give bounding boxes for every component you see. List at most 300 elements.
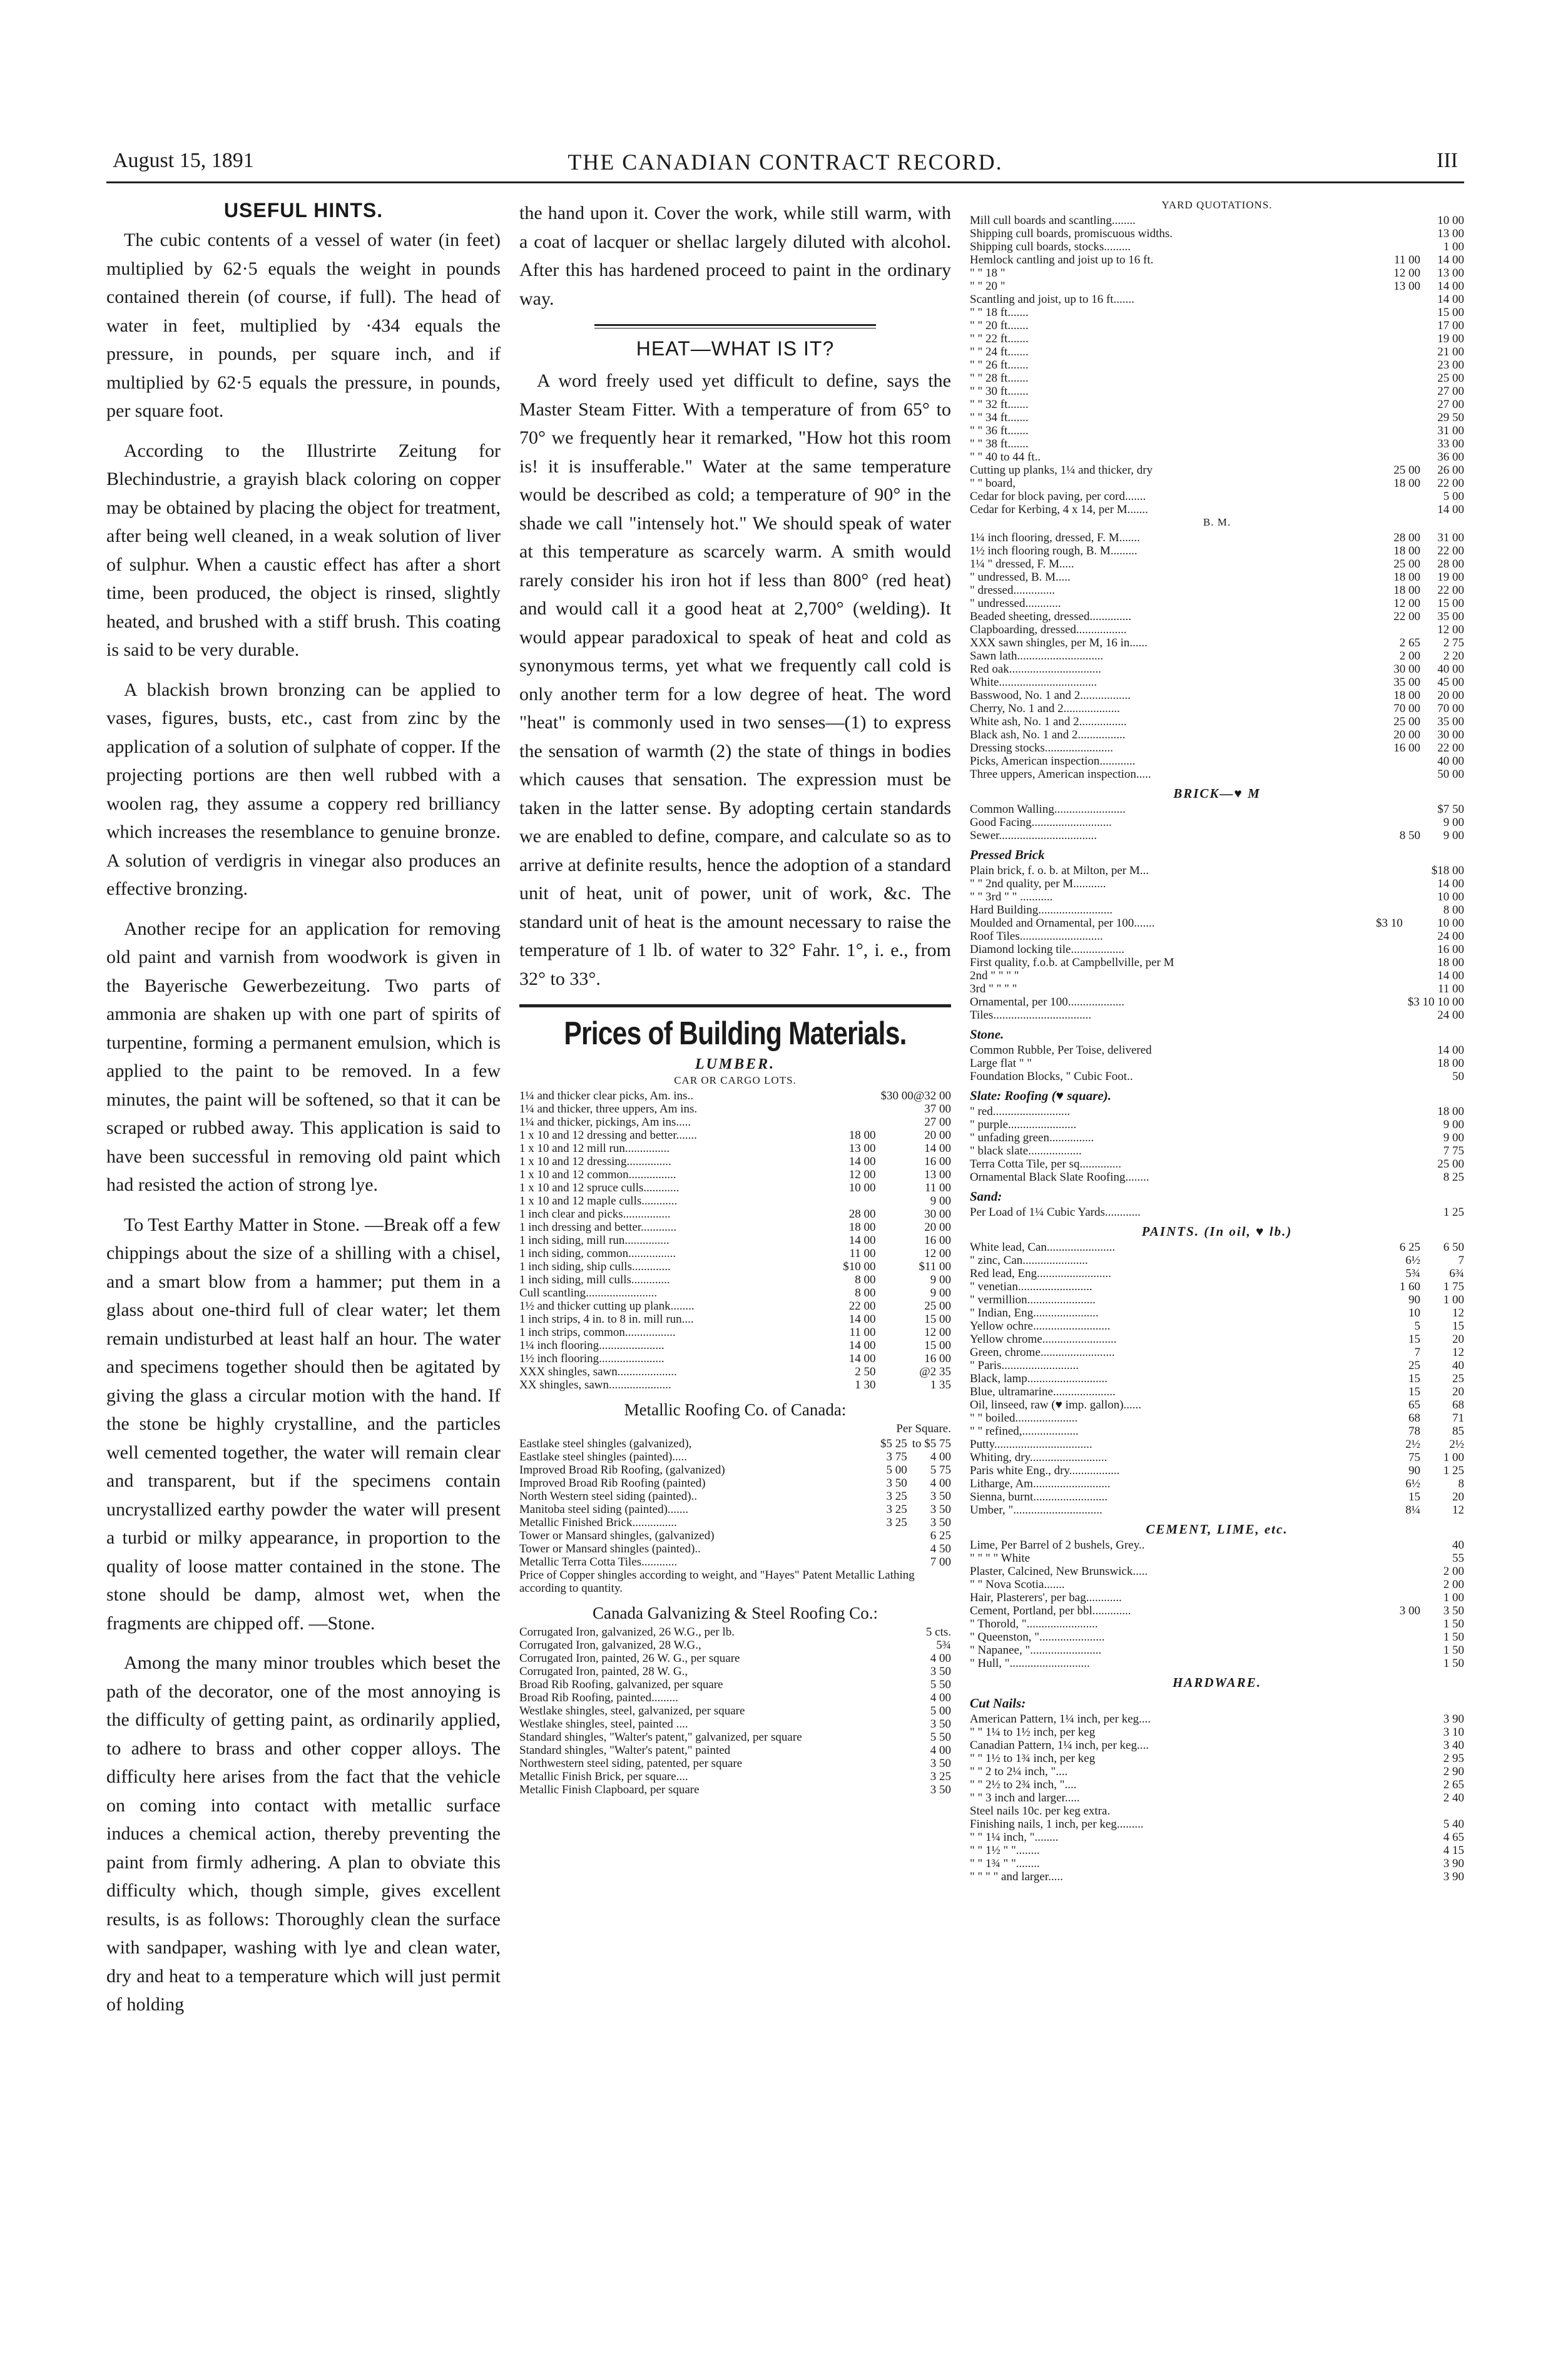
item-name: " " 26 ft....... — [970, 359, 1029, 372]
item-name: Cedar for block paving, per cord....... — [970, 490, 1146, 503]
item-name: Good Facing........................... — [970, 816, 1112, 829]
bm-price-table — [970, 531, 1464, 781]
price-high: 33 00 — [1437, 437, 1464, 450]
item-name: Improved Broad Rib Roofing (painted) — [519, 1477, 706, 1490]
item-name: Ornamental Black Slate Roofing........ — [970, 1171, 1149, 1184]
price-low: 2 50 — [855, 1365, 876, 1378]
price-low — [1383, 1713, 1420, 1726]
item-name: 1¼ " dressed, F. M..... — [970, 557, 1074, 571]
price-row — [519, 1450, 951, 1463]
price-row — [519, 1503, 951, 1516]
price-low — [1383, 490, 1420, 503]
item-name: " " 34 ft....... — [970, 411, 1029, 424]
price-low: 3 75 — [886, 1450, 907, 1463]
price-row — [519, 1286, 951, 1300]
slate-title: Slate: Roofing (♥ square). — [970, 1088, 1111, 1103]
price-high: 5¾ — [936, 1639, 951, 1652]
price-low: 14 00 — [848, 1155, 876, 1168]
price-low — [870, 1639, 907, 1652]
price-high: 13 00 — [1437, 227, 1464, 240]
item-name: " " 32 ft....... — [970, 398, 1029, 411]
price-high: 1 25 — [1443, 1206, 1464, 1219]
price-low: 2½ — [1405, 1438, 1420, 1451]
pressed-brick-table — [970, 864, 1464, 1022]
price-low — [1383, 332, 1420, 345]
price-row — [970, 1657, 1464, 1670]
price-row — [970, 1280, 1464, 1293]
price-high: 5 50 — [930, 1678, 951, 1691]
column-right — [970, 199, 1464, 1883]
item-name: " " 3 inch and larger..... — [970, 1791, 1080, 1805]
price-row — [519, 1339, 951, 1352]
price-row — [970, 728, 1464, 741]
item-name: Dressing stocks....................... — [970, 741, 1114, 755]
pressed-brick-title: Pressed Brick — [970, 847, 1045, 862]
price-low: 3 25 — [886, 1490, 907, 1503]
price-row — [970, 1604, 1464, 1617]
price-high: 3 50 — [930, 1490, 951, 1503]
price-row — [519, 1313, 951, 1326]
item-name: Yellow ochre.......................... — [970, 1320, 1111, 1333]
yard-price-table — [970, 214, 1464, 516]
price-high: 40 — [1452, 1539, 1464, 1552]
price-row — [970, 1372, 1464, 1385]
stone-price-table — [970, 1044, 1464, 1083]
price-low — [1383, 1644, 1420, 1657]
price-high: 16 00 — [924, 1234, 951, 1247]
price-high: 27 00 — [1437, 398, 1464, 411]
price-row — [970, 1009, 1464, 1022]
price-low — [1383, 1044, 1420, 1057]
price-high: 10 00 — [1437, 214, 1464, 227]
price-row — [519, 1555, 951, 1569]
price-low: 35 00 — [1393, 676, 1420, 689]
price-high — [1420, 1805, 1464, 1818]
price-high: 4 15 — [1443, 1844, 1464, 1857]
price-low: 14 00 — [848, 1234, 876, 1247]
price-row — [970, 768, 1464, 781]
cement-price-table — [970, 1539, 1464, 1670]
price-low — [1383, 214, 1420, 227]
price-low — [1383, 1158, 1420, 1171]
item-name: Whiting, dry.......................... — [970, 1451, 1107, 1464]
price-low — [1383, 1552, 1420, 1565]
brick-price-table — [970, 803, 1464, 842]
item-name: XX shingles, sawn..................... — [519, 1378, 671, 1392]
price-low: 22 00 — [1393, 610, 1420, 623]
price-low: 18 00 — [848, 1221, 876, 1234]
paints-title: PAINTS. (In oil, ♥ lb.) — [1141, 1224, 1293, 1239]
item-name: Red lead, Eng......................... — [970, 1267, 1111, 1280]
price-row — [519, 1783, 951, 1796]
price-high: 22 00 — [1437, 741, 1464, 755]
item-name: 1 inch siding, ship culls............. — [519, 1260, 671, 1273]
price-row — [519, 1116, 951, 1129]
price-row — [970, 280, 1464, 293]
price-high: 1 00 — [1443, 1451, 1464, 1464]
price-row — [970, 1425, 1464, 1438]
price-high: 10 00 — [1437, 917, 1464, 930]
price-row — [970, 1346, 1464, 1359]
price-row — [970, 306, 1464, 319]
price-row — [519, 1273, 951, 1286]
price-high: 2 20 — [1443, 649, 1464, 663]
item-name: Shipping cull boards, stocks......... — [970, 240, 1131, 253]
item-name: Metallic Finish Clapboard, per square — [519, 1783, 700, 1796]
price-row — [970, 1293, 1464, 1306]
price-high: 12 00 — [924, 1326, 951, 1339]
item-name: Metallic Terra Cotta Tiles............ — [519, 1555, 678, 1569]
price-row — [970, 1070, 1464, 1083]
price-low — [1383, 768, 1420, 781]
price-high: 55 — [1452, 1552, 1464, 1565]
price-high: 3 50 — [930, 1665, 951, 1678]
item-name: Improved Broad Rib Roofing, (galvanized) — [519, 1463, 725, 1477]
item-name: " " 20 ft....... — [970, 319, 1029, 332]
price-row — [519, 1463, 951, 1477]
price-row — [970, 1241, 1464, 1254]
price-row — [970, 1765, 1464, 1778]
price-row — [970, 1831, 1464, 1844]
item-name: " " 18 ft....... — [970, 306, 1029, 319]
price-row — [970, 1398, 1464, 1412]
price-high: 30 00 — [924, 1208, 951, 1221]
price-low: 2 00 — [1399, 649, 1420, 663]
price-low — [1383, 385, 1420, 398]
price-high: 5 40 — [1443, 1818, 1464, 1831]
item-name: " " 18 " — [970, 267, 1005, 280]
item-name: " " " " and larger..... — [970, 1870, 1063, 1883]
hint-paragraph: According to the Illustrirte Zeitung for Blechindustrie, a grayish black coloring on copper may be obtained by placing the object for treatment, after being well cleaned, in a weak solution of liver of sulphur. When a caustic effect has after a short time, been produced, the object is rinsed, slightly heated, and brushed with a stiff brush. This coating is said to be very durable. — [106, 440, 501, 660]
price-row — [970, 267, 1464, 280]
item-name: " " 30 ft....... — [970, 385, 1029, 398]
price-high: 24 00 — [1437, 930, 1464, 943]
stone-title: Stone. — [970, 1027, 1004, 1042]
item-name: 1 inch siding, common................ — [519, 1247, 676, 1260]
item-name: " " 2½ to 2¾ inch, ".... — [970, 1778, 1077, 1791]
price-row — [519, 1665, 951, 1678]
item-name: " purple....................... — [970, 1118, 1077, 1131]
item-name: 1 x 10 and 12 mill run............... — [519, 1142, 670, 1155]
item-name: 1 x 10 and 12 common................ — [519, 1168, 676, 1181]
price-row — [519, 1529, 951, 1542]
price-row — [970, 450, 1464, 464]
item-name: " " 2nd quality, per M........... — [970, 877, 1106, 890]
price-row — [970, 1206, 1464, 1219]
price-low — [1383, 240, 1420, 253]
price-row — [970, 345, 1464, 359]
price-high: 17 00 — [1437, 319, 1464, 332]
price-low — [1383, 1857, 1420, 1870]
item-name: 1 x 10 and 12 dressing............... — [519, 1155, 671, 1168]
price-high: 4 00 — [930, 1652, 951, 1665]
price-low — [1383, 1844, 1420, 1857]
price-low — [1383, 424, 1420, 437]
price-high: 7 75 — [1443, 1144, 1464, 1158]
price-low — [870, 1783, 907, 1796]
price-high: 1 50 — [1443, 1631, 1464, 1644]
item-name: Cedar for Kerbing, 4 x 14, per M....... — [970, 503, 1148, 516]
price-row — [519, 1639, 951, 1652]
price-row — [519, 1490, 951, 1503]
item-name: 1 inch siding, mill culls............. — [519, 1273, 670, 1286]
price-row — [519, 1378, 951, 1392]
price-high: $3 10 10 00 — [1407, 995, 1464, 1009]
price-high: 85 — [1452, 1425, 1464, 1438]
price-high: 18 00 — [1437, 1105, 1464, 1118]
price-high: 4 00 — [930, 1450, 951, 1463]
price-low — [838, 1089, 875, 1102]
price-high: 5 75 — [930, 1463, 951, 1477]
item-name: Plaster, Calcined, New Brunswick..... — [970, 1565, 1148, 1578]
price-low: 6 25 — [1399, 1241, 1420, 1254]
price-high: 20 00 — [924, 1129, 951, 1142]
price-row — [970, 464, 1464, 477]
lumber-subtitle: CAR OR CARGO LOTS. — [674, 1074, 797, 1086]
price-row — [970, 864, 1464, 877]
price-row — [970, 803, 1464, 816]
price-high: 16 00 — [1437, 943, 1464, 956]
price-high: 9 00 — [1443, 816, 1464, 829]
item-name: " dressed.............. — [970, 584, 1055, 597]
price-low — [1383, 1591, 1420, 1604]
price-row — [970, 877, 1464, 890]
price-row — [970, 557, 1464, 571]
price-row — [970, 689, 1464, 702]
price-high: 3 40 — [1443, 1739, 1464, 1752]
price-low: 1 30 — [855, 1378, 876, 1392]
price-low — [1383, 437, 1420, 450]
price-high: 3 25 — [930, 1770, 951, 1783]
item-name: " " 1½ " "........ — [970, 1844, 1040, 1857]
price-row — [970, 1539, 1464, 1552]
item-name: Common Walling........................ — [970, 803, 1126, 816]
price-high: 11 00 — [1437, 982, 1464, 995]
lumber-title: LUMBER. — [695, 1056, 776, 1072]
item-name: Broad Rib Roofing, painted......... — [519, 1691, 678, 1704]
price-high: 14 00 — [1437, 293, 1464, 306]
price-high: 6 50 — [1443, 1241, 1464, 1254]
price-low: 25 00 — [1393, 715, 1420, 728]
item-name: Umber, ".............................. — [970, 1504, 1102, 1517]
item-name: Steel nails 10c. per keg extra. — [970, 1805, 1111, 1818]
price-high: 25 00 — [1437, 1158, 1464, 1171]
price-low: 28 00 — [1393, 531, 1420, 544]
item-name: White ash, No. 1 and 2................ — [970, 715, 1127, 728]
price-low: $3 10 — [1376, 917, 1403, 930]
metallic-unit-label: Per Square. — [896, 1422, 951, 1435]
price-low — [1383, 1539, 1420, 1552]
item-name: Westlake shingles, steel, painted .... — [519, 1718, 688, 1731]
price-high: 5 00 — [1443, 490, 1464, 503]
item-name: Eastlake steel shingles (painted)..... — [519, 1450, 688, 1463]
price-row — [970, 943, 1464, 956]
price-high: 37 00 — [924, 1102, 951, 1116]
cut-nails-title: Cut Nails: — [970, 1696, 1026, 1711]
price-low — [1383, 755, 1420, 768]
price-high: 31 00 — [1437, 531, 1464, 544]
price-high: $30 00@32 00 — [880, 1089, 951, 1102]
price-low — [870, 1691, 907, 1704]
hint-paragraph: Another recipe for an application for removing old paint and varnish from woodwork is given in the Bayerische Gewerbezeitung. Two parts of ammonia are shaken up with one part of spirits of turpentine, forming a permanent emulsion, which is applied to the paint to be removed. In a few minutes, the paint will be softened, so that it can be scraped or rubbed away. This application is said to have been successful in removing old paint which had resisted the action of strong lye. — [106, 918, 501, 1195]
price-low: 12 00 — [848, 1168, 876, 1181]
price-row — [519, 1516, 951, 1529]
price-row — [970, 437, 1464, 450]
item-name: Tiles................................. — [970, 1009, 1092, 1022]
item-name: " " 1¼ to 1½ inch, per keg — [970, 1726, 1096, 1739]
price-row — [519, 1704, 951, 1718]
price-low: 15 — [1408, 1490, 1420, 1504]
item-name: " red.......................... — [970, 1105, 1071, 1118]
item-name: Sewer................................. — [970, 829, 1097, 842]
price-row — [519, 1365, 951, 1378]
price-row — [970, 1844, 1464, 1857]
price-high: 3 10 — [1443, 1726, 1464, 1739]
price-high: 4 00 — [930, 1744, 951, 1757]
price-row — [970, 1171, 1464, 1184]
price-row — [970, 930, 1464, 943]
price-low: 16 00 — [1393, 741, 1420, 755]
price-row — [970, 1805, 1464, 1818]
price-low: 20 00 — [1393, 728, 1420, 741]
price-low: $10 00 — [843, 1260, 876, 1273]
price-low: 30 00 — [1393, 663, 1420, 676]
price-row — [970, 1144, 1464, 1158]
price-low: 3 25 — [886, 1503, 907, 1516]
price-low: 15 — [1408, 1372, 1420, 1385]
price-high: 18 00 — [1437, 956, 1464, 969]
price-low: 5¾ — [1405, 1267, 1420, 1280]
price-high: 5 00 — [930, 1704, 951, 1718]
price-low — [1383, 1144, 1420, 1158]
price-row — [970, 319, 1464, 332]
price-high: 4 50 — [930, 1542, 951, 1555]
price-row — [970, 1306, 1464, 1320]
price-row — [970, 1504, 1464, 1517]
price-low — [1383, 1657, 1420, 1670]
price-high: 22 00 — [1437, 477, 1464, 490]
metallic-note: Price of Copper shingles according to weight, and "Hayes" Patent Metallic Lathing according to quantity. — [519, 1569, 915, 1595]
price-low — [1383, 1206, 1420, 1219]
price-low: 2 65 — [1399, 636, 1420, 649]
price-row — [970, 240, 1464, 253]
price-row — [970, 663, 1464, 676]
item-name: 1¼ inch flooring, dressed, F. M....... — [970, 531, 1140, 544]
brick-title: BRICK—♥ M — [1173, 786, 1261, 801]
item-name: " Napanee, "........................ — [970, 1644, 1102, 1657]
price-high: 18 00 — [1437, 1057, 1464, 1070]
price-high: 68 — [1452, 1398, 1464, 1412]
price-high: 13 00 — [1437, 267, 1464, 280]
price-high: 14 00 — [1437, 503, 1464, 516]
price-low — [1383, 623, 1420, 636]
item-name: XXX sawn shingles, per M, 16 in...... — [970, 636, 1148, 649]
price-row — [519, 1326, 951, 1339]
item-name: " unfading green............... — [970, 1131, 1094, 1144]
price-row — [519, 1542, 951, 1555]
price-high: 14 00 — [1437, 1044, 1464, 1057]
price-low — [1383, 1131, 1420, 1144]
price-low — [1383, 1118, 1420, 1131]
item-name: 1½ inch flooring...................... — [519, 1352, 664, 1365]
price-high: 3 90 — [1443, 1870, 1464, 1883]
price-row — [970, 490, 1464, 503]
item-name: Hemlock cantling and joist up to 16 ft. — [970, 253, 1154, 267]
item-name: Terra Cotta Tile, per sq.............. — [970, 1158, 1121, 1171]
price-low: 75 — [1408, 1451, 1420, 1464]
price-low — [838, 1102, 875, 1116]
price-high: 5 50 — [930, 1731, 951, 1744]
price-low — [1365, 877, 1403, 890]
price-high: 7 00 — [930, 1555, 951, 1569]
price-high: 1 35 — [930, 1378, 951, 1392]
item-name: Green, chrome......................... — [970, 1346, 1115, 1359]
item-name: Black, lamp........................... — [970, 1372, 1108, 1385]
item-name: " black slate.................. — [970, 1144, 1082, 1158]
price-high: 25 00 — [924, 1300, 951, 1313]
price-row — [970, 1385, 1464, 1398]
item-name: Metallic Finish Brick, per square.... — [519, 1770, 688, 1783]
price-low — [870, 1542, 907, 1555]
price-low: 6½ — [1405, 1477, 1420, 1490]
price-low — [1383, 450, 1420, 464]
item-name: Ornamental, per 100................... — [970, 995, 1124, 1009]
price-high: 40 00 — [1437, 755, 1464, 768]
price-high: 2 00 — [1443, 1565, 1464, 1578]
price-high: 20 — [1452, 1385, 1464, 1398]
price-high: 35 00 — [1437, 610, 1464, 623]
price-low — [870, 1652, 907, 1665]
item-name: " " 3rd " " ........... — [970, 890, 1053, 904]
price-high: 12 — [1452, 1504, 1464, 1517]
item-name: 1 x 10 and 12 dressing and better....... — [519, 1129, 697, 1142]
price-low — [838, 1194, 875, 1208]
item-name: 2nd " " " " — [970, 969, 1019, 982]
price-low: 8 50 — [1399, 829, 1420, 842]
price-high: 3 50 — [930, 1718, 951, 1731]
item-name: XXX shingles, sawn.................... — [519, 1365, 677, 1378]
price-low: 90 — [1408, 1293, 1420, 1306]
price-low — [1365, 904, 1403, 917]
price-row — [970, 1438, 1464, 1451]
price-low — [870, 1757, 907, 1770]
price-row — [970, 969, 1464, 982]
price-row — [970, 214, 1464, 227]
price-low: 13 00 — [848, 1142, 876, 1155]
price-row — [970, 1254, 1464, 1267]
item-name: Black ash, No. 1 and 2................ — [970, 728, 1126, 741]
hint-paragraph: A blackish brown bronzing can be applied to vases, figures, busts, etc., cast from zinc by the application of a solution of sulphate of copper. If the projecting portions are then well rubbed with a woolen rag, they assume a coppery red brilliancy which increases the resemblance to genuine bronze. A solution of verdigris in vinegar also produces an effective bronzing. — [106, 679, 501, 899]
price-low: 13 00 — [1393, 280, 1420, 293]
price-low — [1365, 969, 1403, 982]
price-low: 3 25 — [886, 1516, 907, 1529]
item-name: Roof Tiles............................ — [970, 930, 1103, 943]
price-high: 35 00 — [1437, 715, 1464, 728]
price-high: 20 — [1452, 1490, 1464, 1504]
price-low — [1383, 816, 1420, 829]
price-row — [970, 293, 1464, 306]
price-high: 4 65 — [1443, 1831, 1464, 1844]
price-row — [970, 1752, 1464, 1765]
item-name: Oil, linseed, raw (♥ imp. gallon)...... — [970, 1398, 1142, 1412]
page-number: III — [1437, 149, 1458, 172]
slate-price-table — [970, 1105, 1464, 1184]
lumber-price-table — [519, 1089, 951, 1392]
price-low — [1383, 1631, 1420, 1644]
price-low — [870, 1731, 907, 1744]
price-row — [970, 715, 1464, 728]
price-low — [1383, 411, 1420, 424]
